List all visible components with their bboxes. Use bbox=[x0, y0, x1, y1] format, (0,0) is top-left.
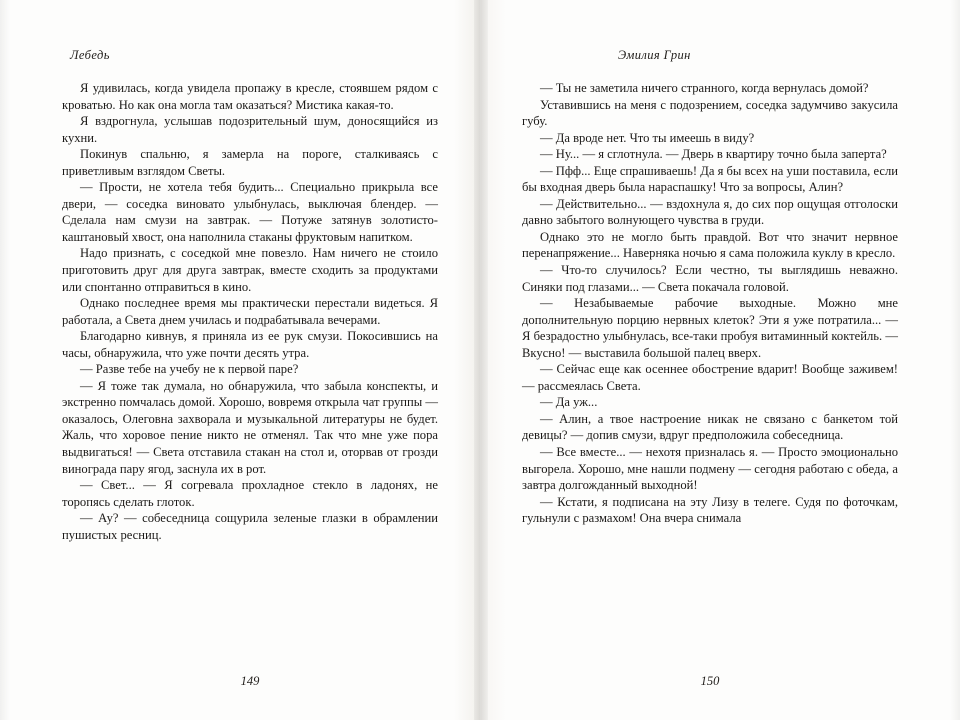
page-right bbox=[480, 0, 960, 720]
paragraph: — Пфф... Еще спрашиваешь! Да я бы всех на уши поставила, если бы входная дверь была нараспашку! Что за вопросы, Алин? bbox=[522, 163, 898, 195]
folio-left: 149 bbox=[240, 674, 260, 688]
paragraph: — Я тоже так думала, но обнаружила, что забыла конспекты, и экстренно помчалась домой. Хорошо, вовремя открыла чат группы — оказалось, Олеговна захворала и музыкальной литературы не будет. Жаль, что хоровое пение никто не отменял. Так что мне уже пора выдвигаться! — Света отставила стакан на стол и, оторвав от грозди винограда пару ягод, заснула их в рот. bbox=[62, 378, 438, 476]
paragraph: Однако последнее время мы практически перестали видеться. Я работала, а Света днем училась и подрабатывала вечерами. bbox=[62, 296, 438, 327]
running-head-right: Эмилия Грин bbox=[618, 48, 691, 62]
paragraph: Я вздрогнула, услышав подозрительный шум, доносящийся из кухни. bbox=[62, 114, 438, 145]
paragraph: — Алин, а твое настроение никак не связано с банкетом той девицы? — допив смузи, вдруг предположила собеседница. bbox=[522, 411, 898, 443]
page-left-body bbox=[62, 80, 438, 664]
paragraph: Покинув спальню, я замерла на пороге, сталкиваясь с приветливым взглядом Светы. bbox=[62, 147, 438, 178]
paragraph: — Действительно... — вздохнула я, до сих пор ощущая отголоски давно забытого волнующего чувства в груди. bbox=[522, 196, 898, 228]
running-head-left: Лебедь bbox=[70, 48, 110, 62]
paragraph: Надо признать, с соседкой мне повезло. Нам ничего не стоило приготовить друг для друга завтрак, вместе сходить за продуктами или спонтанно отправиться в кино. bbox=[62, 246, 438, 294]
paragraph: — Свет... — Я согревала прохладное стекло в ладонях, не торопясь сделать глоток. bbox=[62, 478, 438, 509]
paragraph: — Да уж... bbox=[540, 395, 598, 410]
page-edge-shadow-left bbox=[0, 0, 10, 720]
paragraph: — Ну... — я сглотнула. — Дверь в квартиру точно была заперта? bbox=[540, 147, 887, 162]
paragraph: — Все вместе... — нехотя призналась я. — Просто эмоционально выгорела. Хорошо, мне нашли подмену — сегодня работаю с обеда, а завтра долгожданный выходной! bbox=[522, 445, 898, 493]
paragraph: — Разве тебе на учебу не к первой паре? bbox=[80, 362, 299, 377]
page-edge-shadow-right bbox=[950, 0, 960, 720]
page-right-body bbox=[522, 80, 898, 664]
paragraph: Однако это не могло быть правдой. Вот что значит нервное перенапряжение... Наверняка ночью я сама положила куклу в кресло. bbox=[522, 229, 898, 261]
paragraph: — Да вроде нет. Что ты имеешь в виду? bbox=[540, 130, 755, 145]
paragraph: Уставившись на меня с подозрением, соседка задумчиво закусила губу. bbox=[522, 97, 898, 129]
paragraph: — Что-то случилось? Если честно, ты выглядишь неважно. Синяки под глазами... — Света покачала головой. bbox=[522, 263, 898, 294]
paragraph: — Ты не заметила ничего странного, когда вернулась домой? bbox=[540, 81, 869, 95]
paragraph: Я удивилась, когда увидела пропажу в кресле, стоявшем рядом с кроватью. Но как она могла там оказаться? Мистика какая-то. bbox=[62, 81, 438, 112]
paragraph: Благодарно кивнув, я приняла из ее рук смузи. Покосившись на часы, обнаружила, что уже почти десять утра. bbox=[62, 329, 438, 360]
paragraph: — Кстати, я подписана на эту Лизу в телеге. Судя по фоточкам, гульнули с размахом! Она вчера снимала bbox=[522, 494, 898, 526]
paragraph: — Незабываемые рабочие выходные. Можно мне дополнительную порцию нервных клеток? Эти я уже потратила... — Я безрадостно улыбнулась, все-таки пробуя витаминный коктейль. — Вкусно! — выставила большой палец вверх. bbox=[522, 296, 898, 360]
folio-right: 150 bbox=[700, 674, 720, 688]
paragraph: — Прости, не хотела тебя будить... Специально прикрыла все двери, — соседка виновато улыбнулась, выключая блендер. — Сделала нам смузи на завтрак. — Потуже затянув золотисто-каштановый хвост, она наполнила стаканы фруктовым напитком. bbox=[62, 180, 438, 244]
paragraph: — Сейчас еще как осеннее обострение вдарит! Вообще заживем! — рассмеялась Света. bbox=[522, 362, 898, 393]
paragraph: — Ау? — собеседница сощурила зеленые глазки в обрамлении пушистых ресниц. bbox=[62, 511, 438, 542]
